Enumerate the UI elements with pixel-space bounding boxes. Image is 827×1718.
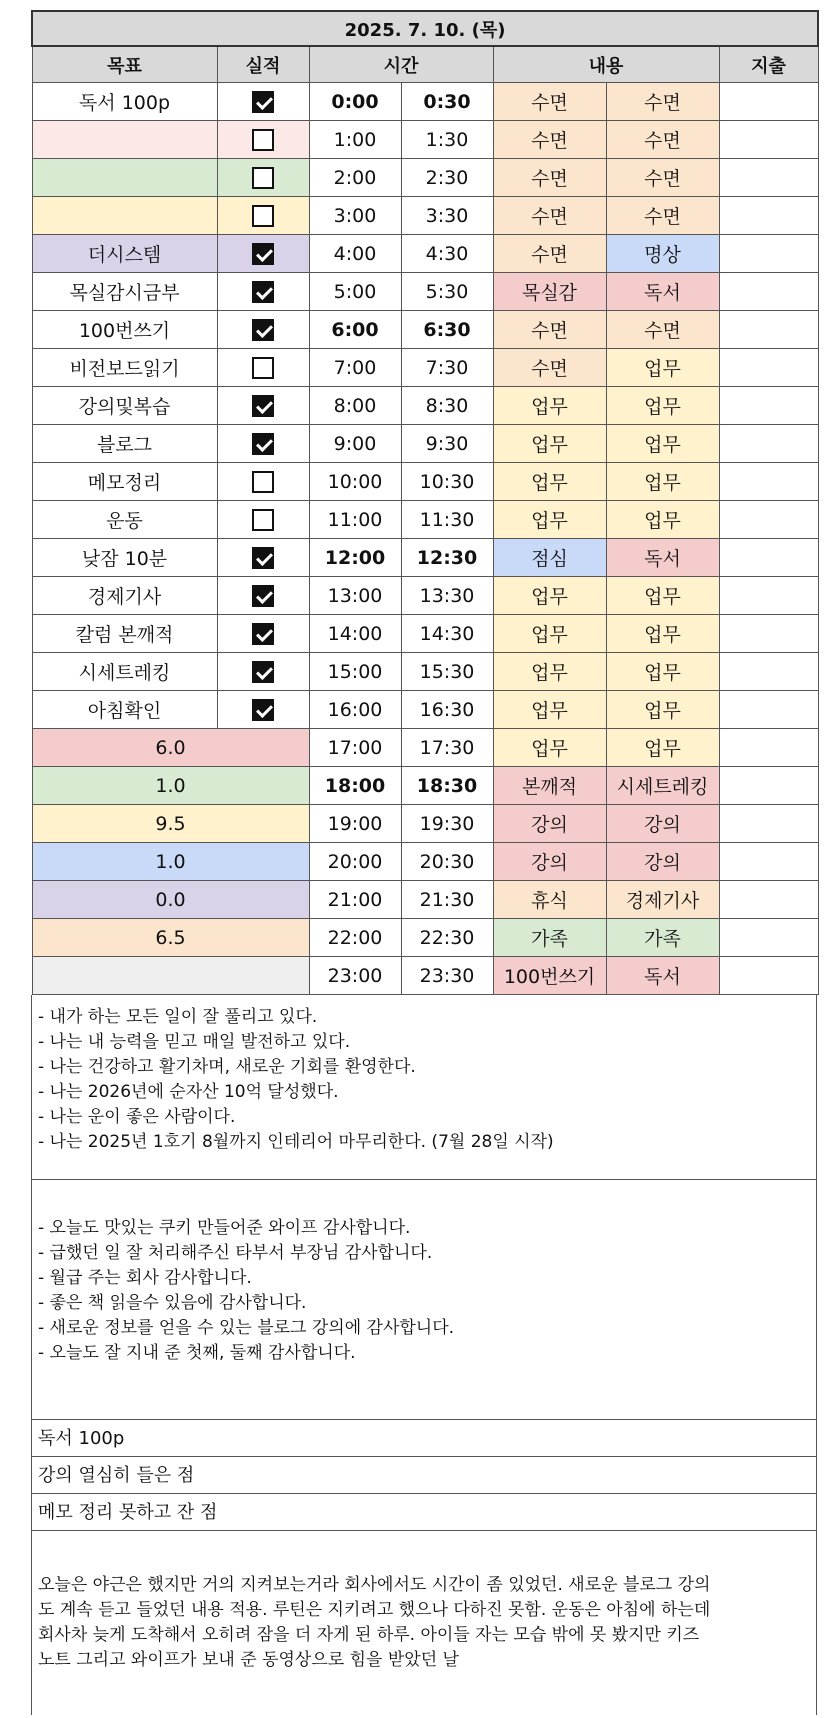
schedule-row — [32, 273, 818, 311]
end-time-cell: 9:30 — [401, 425, 493, 463]
checkbox[interactable] — [252, 623, 274, 645]
end-time-cell: 7:30 — [401, 349, 493, 387]
header-goal: 목표 — [32, 46, 217, 83]
activity-cell: 업무 — [606, 501, 719, 539]
result-cell — [217, 349, 309, 387]
schedule-row — [32, 235, 818, 273]
summary-cell: 0.0 — [32, 881, 309, 919]
start-time-cell: 22:00 — [309, 919, 401, 957]
checkbox[interactable] — [252, 129, 274, 151]
checkbox[interactable] — [252, 243, 274, 265]
checkbox[interactable] — [252, 395, 274, 417]
schedule-row — [32, 501, 818, 539]
end-time-cell: 13:30 — [401, 577, 493, 615]
end-time-cell: 15:30 — [401, 653, 493, 691]
activity-cell: 업무 — [493, 577, 606, 615]
header-time: 시간 — [309, 46, 493, 83]
end-time-cell: 17:30 — [401, 729, 493, 767]
expense-cell — [719, 881, 818, 919]
result-cell — [217, 463, 309, 501]
end-time-cell: 19:30 — [401, 805, 493, 843]
expense-cell — [719, 957, 818, 995]
end-time-cell: 3:30 — [401, 197, 493, 235]
activity-cell: 업무 — [606, 349, 719, 387]
bad-point-row: 메모 정리 못하고 잔 점 — [31, 1494, 817, 1531]
goal-cell: 시세트레킹 — [32, 653, 217, 691]
expense-cell — [719, 235, 818, 273]
activity-cell: 수면 — [606, 83, 719, 121]
activity-cell: 강의 — [493, 843, 606, 881]
schedule-row — [32, 425, 818, 463]
checkbox[interactable] — [252, 281, 274, 303]
affirmation-line: - 나는 운이 좋은 사람이다. — [38, 1107, 236, 1127]
goal-cell: 낮잠 10분 — [32, 539, 217, 577]
summary-cell: 1.0 — [32, 767, 309, 805]
header-expense: 지출 — [719, 46, 818, 83]
activity-cell: 업무 — [493, 387, 606, 425]
expense-cell — [719, 843, 818, 881]
start-time-cell: 8:00 — [309, 387, 401, 425]
activity-cell: 업무 — [493, 425, 606, 463]
activity-cell: 업무 — [606, 691, 719, 729]
schedule-row — [32, 729, 818, 767]
end-time-cell: 21:30 — [401, 881, 493, 919]
schedule-row — [32, 615, 818, 653]
end-time-cell: 20:30 — [401, 843, 493, 881]
start-time-cell: 18:00 — [309, 767, 401, 805]
start-time-cell: 11:00 — [309, 501, 401, 539]
activity-cell: 업무 — [606, 577, 719, 615]
checkbox[interactable] — [252, 699, 274, 721]
goal-cell: 메모정리 — [32, 463, 217, 501]
start-time-cell: 14:00 — [309, 615, 401, 653]
gratitude-line: - 오늘도 맛있는 쿠키 만들어준 와이프 감사합니다. — [38, 1218, 411, 1238]
schedule-row — [32, 539, 818, 577]
goal-cell: 100번쓰기 — [32, 311, 217, 349]
activity-cell: 업무 — [493, 463, 606, 501]
expense-cell — [719, 805, 818, 843]
end-time-cell: 12:30 — [401, 539, 493, 577]
end-time-cell: 1:30 — [401, 121, 493, 159]
achievement-row: 독서 100p — [31, 1420, 817, 1457]
result-cell — [217, 615, 309, 653]
good-point-row: 강의 열심히 들은 점 — [31, 1457, 817, 1494]
checkbox[interactable] — [252, 433, 274, 455]
activity-cell: 점심 — [493, 539, 606, 577]
affirmation-line: - 나는 건강하고 활기차며, 새로운 기회를 환영한다. — [38, 1057, 416, 1077]
activity-cell: 수면 — [493, 121, 606, 159]
goal-cell: 비전보드읽기 — [32, 349, 217, 387]
checkbox[interactable] — [252, 585, 274, 607]
end-time-cell: 23:30 — [401, 957, 493, 995]
affirmation-line: - 나는 2025년 1호기 8월까지 인테리어 마무리한다. (7월 28일 시작) — [38, 1132, 554, 1152]
gratitude-line: - 새로운 정보를 얻을 수 있는 블로그 강의에 감사합니다. — [38, 1318, 455, 1338]
start-time-cell: 0:00 — [309, 83, 401, 121]
checkbox[interactable] — [252, 357, 274, 379]
activity-cell: 업무 — [493, 729, 606, 767]
header-content: 내용 — [493, 46, 719, 83]
activity-cell: 업무 — [606, 653, 719, 691]
activity-cell: 강의 — [606, 805, 719, 843]
end-time-cell: 2:30 — [401, 159, 493, 197]
start-time-cell: 7:00 — [309, 349, 401, 387]
gratitude-line: - 좋은 책 읽을수 있음에 감사합니다. — [38, 1293, 307, 1313]
start-time-cell: 16:00 — [309, 691, 401, 729]
activity-cell: 업무 — [493, 501, 606, 539]
start-time-cell: 3:00 — [309, 197, 401, 235]
activity-cell: 업무 — [606, 387, 719, 425]
activity-cell: 업무 — [493, 653, 606, 691]
diary-line: 노트 그리고 와이프가 보내 준 동영상으로 힘을 받았던 날 — [38, 1650, 459, 1670]
activity-cell: 시세트레킹 — [606, 767, 719, 805]
affirmation-line: - 나는 2026년에 순자산 10억 달성했다. — [38, 1082, 339, 1102]
activity-cell: 독서 — [606, 539, 719, 577]
gratitude-line: - 월급 주는 회사 감사합니다. — [38, 1268, 252, 1288]
summary-cell: 6.0 — [32, 729, 309, 767]
expense-cell — [719, 501, 818, 539]
expense-cell — [719, 729, 818, 767]
checkbox[interactable] — [252, 471, 274, 493]
goal-cell: 아침확인 — [32, 691, 217, 729]
gratitude-box — [31, 1180, 817, 1420]
start-time-cell: 4:00 — [309, 235, 401, 273]
checkbox[interactable] — [252, 319, 274, 341]
daily-planner-sheet — [31, 10, 817, 1715]
activity-cell: 100번쓰기 — [493, 957, 606, 995]
start-time-cell: 1:00 — [309, 121, 401, 159]
start-time-cell: 17:00 — [309, 729, 401, 767]
activity-cell: 본깨적 — [493, 767, 606, 805]
end-time-cell: 10:30 — [401, 463, 493, 501]
activity-cell: 수면 — [606, 311, 719, 349]
goal-cell: 독서 100p — [32, 83, 217, 121]
schedule-row — [32, 577, 818, 615]
checkbox[interactable] — [252, 205, 274, 227]
checkbox[interactable] — [252, 509, 274, 531]
schedule-row — [32, 919, 818, 957]
expense-cell — [719, 653, 818, 691]
expense-cell — [719, 121, 818, 159]
schedule-row — [32, 311, 818, 349]
result-cell — [217, 121, 309, 159]
start-time-cell: 21:00 — [309, 881, 401, 919]
end-time-cell: 0:30 — [401, 83, 493, 121]
checkbox[interactable] — [252, 661, 274, 683]
expense-cell — [719, 425, 818, 463]
diary-line: 도 계속 듣고 들었던 내용 적용. 루틴은 지키려고 했으나 다하진 못함. 운동은 아침에 하는데 — [38, 1600, 711, 1620]
goal-cell — [32, 197, 217, 235]
schedule-row — [32, 881, 818, 919]
expense-cell — [719, 83, 818, 121]
activity-cell: 휴식 — [493, 881, 606, 919]
summary-cell: 6.5 — [32, 919, 309, 957]
activity-cell: 가족 — [493, 919, 606, 957]
end-time-cell: 16:30 — [401, 691, 493, 729]
gratitude-line: - 급했던 일 잘 처리해주신 타부서 부장님 감사합니다. — [38, 1243, 433, 1263]
expense-cell — [719, 577, 818, 615]
summary-cell: 1.0 — [32, 843, 309, 881]
goal-cell — [32, 159, 217, 197]
goal-cell: 목실감시금부 — [32, 273, 217, 311]
activity-cell: 수면 — [606, 197, 719, 235]
affirmation-line: - 나는 내 능력을 믿고 매일 발전하고 있다. — [38, 1032, 351, 1052]
result-cell — [217, 83, 309, 121]
expense-cell — [719, 539, 818, 577]
result-cell — [217, 501, 309, 539]
affirmation-line: - 내가 하는 모든 일이 잘 풀리고 있다. — [38, 1007, 318, 1027]
result-cell — [217, 197, 309, 235]
activity-cell: 업무 — [493, 615, 606, 653]
checkbox[interactable] — [252, 547, 274, 569]
start-time-cell: 20:00 — [309, 843, 401, 881]
date-title: 2025. 7. 10. (목) — [32, 11, 818, 46]
activity-cell: 목실감 — [493, 273, 606, 311]
activity-cell: 수면 — [606, 121, 719, 159]
schedule-row — [32, 159, 818, 197]
expense-cell — [719, 273, 818, 311]
goal-cell: 칼럼 본깨적 — [32, 615, 217, 653]
expense-cell — [719, 691, 818, 729]
schedule-row — [32, 83, 818, 121]
schedule-row — [32, 463, 818, 501]
expense-cell — [719, 159, 818, 197]
result-cell — [217, 653, 309, 691]
activity-cell: 업무 — [493, 691, 606, 729]
header-result: 실적 — [217, 46, 309, 83]
expense-cell — [719, 387, 818, 425]
expense-cell — [719, 919, 818, 957]
expense-cell — [719, 463, 818, 501]
start-time-cell: 9:00 — [309, 425, 401, 463]
result-cell — [217, 691, 309, 729]
end-time-cell: 8:30 — [401, 387, 493, 425]
start-time-cell: 2:00 — [309, 159, 401, 197]
result-cell — [217, 539, 309, 577]
activity-cell: 강의 — [606, 843, 719, 881]
result-cell — [217, 425, 309, 463]
result-cell — [217, 387, 309, 425]
end-time-cell: 18:30 — [401, 767, 493, 805]
activity-cell: 수면 — [606, 159, 719, 197]
schedule-row — [32, 767, 818, 805]
end-time-cell: 4:30 — [401, 235, 493, 273]
schedule-row — [32, 387, 818, 425]
result-cell — [217, 577, 309, 615]
activity-cell: 가족 — [606, 919, 719, 957]
end-time-cell: 11:30 — [401, 501, 493, 539]
summary-cell — [32, 957, 309, 995]
activity-cell: 업무 — [606, 463, 719, 501]
activity-cell: 강의 — [493, 805, 606, 843]
activity-cell: 수면 — [493, 159, 606, 197]
diary-line: 회사차 늦게 도착해서 오히려 잠을 더 자게 된 하루. 아이들 자는 모습 밖에 못 봤지만 키즈 — [38, 1625, 700, 1645]
start-time-cell: 10:00 — [309, 463, 401, 501]
diary-box — [31, 1531, 817, 1715]
schedule-row — [32, 653, 818, 691]
expense-cell — [719, 615, 818, 653]
activity-cell: 경제기사 — [606, 881, 719, 919]
start-time-cell: 13:00 — [309, 577, 401, 615]
expense-cell — [719, 767, 818, 805]
goal-cell: 블로그 — [32, 425, 217, 463]
start-time-cell: 6:00 — [309, 311, 401, 349]
end-time-cell: 6:30 — [401, 311, 493, 349]
schedule-table — [31, 10, 819, 995]
schedule-row — [32, 349, 818, 387]
activity-cell: 수면 — [493, 83, 606, 121]
goal-cell: 강의및복습 — [32, 387, 217, 425]
goal-cell: 경제기사 — [32, 577, 217, 615]
start-time-cell: 19:00 — [309, 805, 401, 843]
schedule-row — [32, 691, 818, 729]
start-time-cell: 15:00 — [309, 653, 401, 691]
diary-line: 오늘은 야근은 했지만 거의 지켜보는거라 회사에서도 시간이 좀 있었던. 새로운 블로그 강의 — [38, 1575, 711, 1595]
activity-cell: 업무 — [606, 615, 719, 653]
goal-cell: 운동 — [32, 501, 217, 539]
checkbox[interactable] — [252, 91, 274, 113]
activity-cell: 독서 — [606, 957, 719, 995]
activity-cell: 명상 — [606, 235, 719, 273]
schedule-row — [32, 843, 818, 881]
activity-cell: 수면 — [493, 349, 606, 387]
goal-cell: 더시스템 — [32, 235, 217, 273]
expense-cell — [719, 349, 818, 387]
end-time-cell: 14:30 — [401, 615, 493, 653]
activity-cell: 독서 — [606, 273, 719, 311]
start-time-cell: 12:00 — [309, 539, 401, 577]
expense-cell — [719, 197, 818, 235]
schedule-row — [32, 957, 818, 995]
gratitude-line: - 오늘도 잘 지내 준 첫째, 둘째 감사합니다. — [38, 1343, 356, 1363]
schedule-row — [32, 121, 818, 159]
start-time-cell: 5:00 — [309, 273, 401, 311]
affirmations-box — [31, 995, 817, 1180]
end-time-cell: 5:30 — [401, 273, 493, 311]
result-cell — [217, 159, 309, 197]
checkbox[interactable] — [252, 167, 274, 189]
schedule-row — [32, 805, 818, 843]
goal-cell — [32, 121, 217, 159]
start-time-cell: 23:00 — [309, 957, 401, 995]
result-cell — [217, 273, 309, 311]
activity-cell: 업무 — [606, 729, 719, 767]
activity-cell: 수면 — [493, 197, 606, 235]
activity-cell: 업무 — [606, 425, 719, 463]
activity-cell: 수면 — [493, 311, 606, 349]
end-time-cell: 22:30 — [401, 919, 493, 957]
result-cell — [217, 311, 309, 349]
activity-cell: 수면 — [493, 235, 606, 273]
summary-cell: 9.5 — [32, 805, 309, 843]
expense-cell — [719, 311, 818, 349]
schedule-row — [32, 197, 818, 235]
result-cell — [217, 235, 309, 273]
